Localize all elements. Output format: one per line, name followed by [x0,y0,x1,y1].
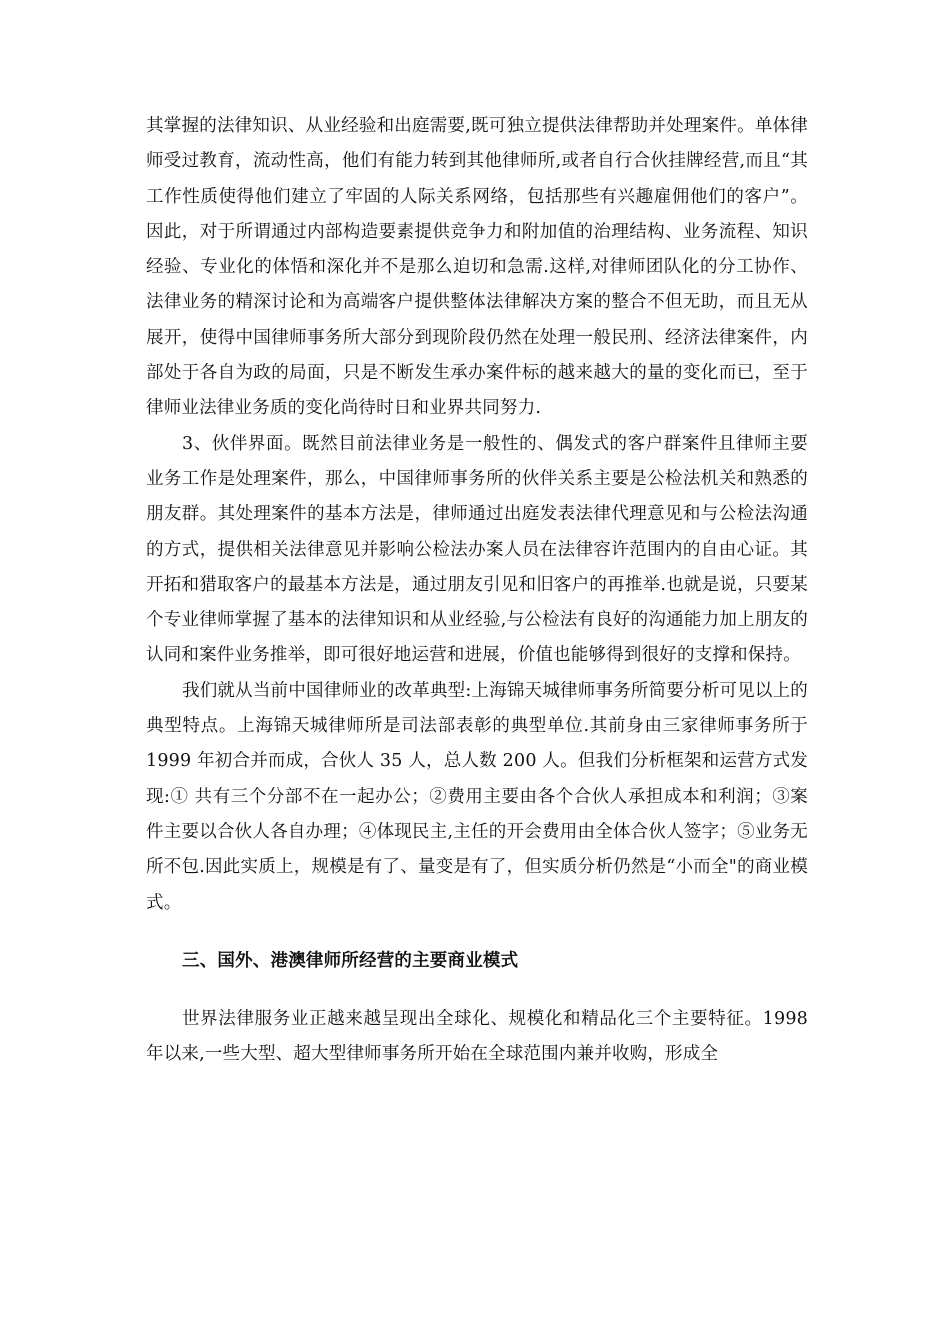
paragraph-1: 其掌握的法律知识、从业经验和出庭需要,既可独立提供法律帮助并处理案件。单体律师受过教育，流动性高，他们有能力转到其他律师所,或者自行合伙挂牌经营,而且“其工作性质使得他们建立了牢固的人际关系网络，包括那些有兴趣雇佣他们的客户”。因此，对于所谓通过内部构造要素提供竞争力和附加值的治理结构、业务流程、知识经验、专业化的体悟和深化并不是那么迫切和急需.这样,对律师团队化的分工协作、法律业务的精深讨论和为高端客户提供整体法律解决方案的整合不但无助，而且无从展开，使得中国律师事务所大部分到现阶段仍然在处理一般民刑、经济法律案件，内部处于各自为政的局面，只是不断发生承办案件标的越来越大的量的变化而已，至于律师业法律业务质的变化尚待时日和业界共同努力. [146,116,808,419]
paragraph-2: 3、伙伴界面。既然目前法律业务是一般性的、偶发式的客户群案件且律师主要业务工作是处理案件，那么，中国律师事务所的伙伴关系主要是公检法机关和熟悉的朋友群。其处理案件的基本方法是，律师通过出庭发表法律代理意见和与公检法沟通的方式，提供相关法律意见并影响公检法办案人员在法律容许范围内的自由心证。其开拓和猎取客户的最基本方法是，通过朋友引见和旧客户的再推举.也就是说，只要某个专业律师掌握了基本的法律知识和从业经验,与公检法有良好的沟通能力加上朋友的认同和案件业务推举，即可很好地运营和进展，价值也能够得到很好的支撑和保持。 [146,433,808,666]
section-heading: 三、国外、港澳律师所经营的主要商业模式 [182,950,519,971]
paragraph-3: 我们就从当前中国律师业的改革典型:上海锦天城律师事务所简要分析可见以上的典型特点。上海锦天城律师所是司法部表彰的典型单位.其前身由三家律师事务所于 1999 年初合并而成，合伙人 35 人，总人数 200 人。但我们分析框架和运营方式发现:① 共有三个分部不在一起办公；②费用主要由各个合伙人承担成本和利润；③案件主要以合伙人各自办理；④体现民主,主任的开会费用由全体合伙人签字；⑤业务无所不包.因此实质上，规模是有了、量变是有了，但实质分析仍然是“小而全"的商业模式。 [146,680,808,913]
document-body [146,109,808,1072]
paragraph-4: 世界法律服务业正越来越呈现出全球化、规模化和精品化三个主要特征。1998 年以来,一些大型、超大型律师事务所开始在全球范围内兼并收购，形成全 [146,1008,808,1065]
